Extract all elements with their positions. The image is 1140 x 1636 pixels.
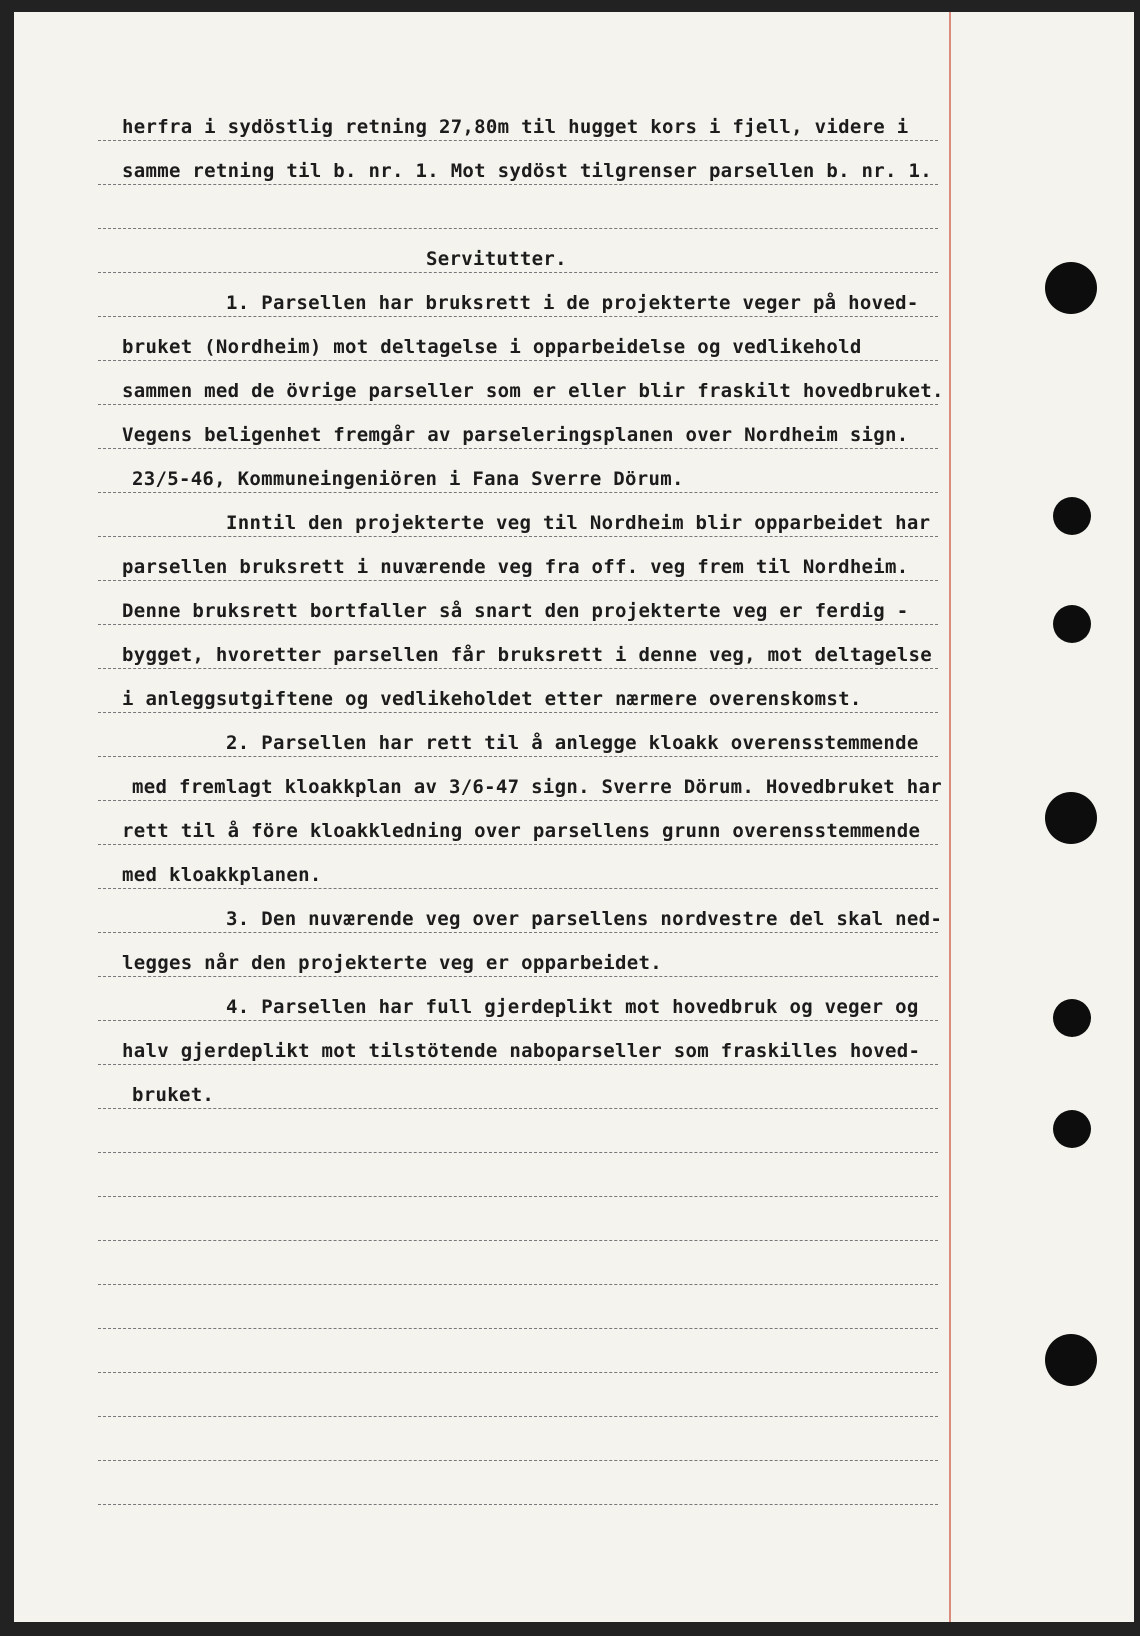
ruled-line xyxy=(98,360,938,361)
ruled-line xyxy=(98,1064,938,1065)
ruled-line xyxy=(98,756,938,757)
ruled-line xyxy=(98,1416,938,1417)
text-line: Denne bruksrett bortfaller så snart den projekterte veg er ferdig - xyxy=(122,600,909,622)
text-line: i anleggsutgiftene og vedlikeholdet etter nærmere overenskomst. xyxy=(122,688,862,710)
ruled-line xyxy=(98,492,938,493)
ruled-line xyxy=(98,448,938,449)
text-line: med kloakkplanen. xyxy=(122,864,322,886)
ruled-line xyxy=(98,844,938,845)
ruled-line xyxy=(98,404,938,405)
ruled-line xyxy=(98,712,938,713)
punch-hole xyxy=(1045,1334,1097,1386)
ruled-line xyxy=(98,184,938,185)
text-line: bruket (Nordheim) mot deltagelse i opparbeidelse og vedlikehold xyxy=(122,336,862,358)
ruled-line xyxy=(98,1372,938,1373)
ruled-line xyxy=(98,1504,938,1505)
text-line: 2. Parsellen har rett til å anlegge kloakk overensstemmende xyxy=(226,732,919,754)
ruled-line xyxy=(98,668,938,669)
ruled-line xyxy=(98,1240,938,1241)
text-line: 1. Parsellen har bruksrett i de projekterte veger på hoved- xyxy=(226,292,919,314)
ruled-line xyxy=(98,1196,938,1197)
ruled-line xyxy=(98,228,938,229)
text-line: bygget, hvoretter parsellen får bruksrett i denne veg, mot deltagelse xyxy=(122,644,932,666)
ruled-line xyxy=(98,580,938,581)
text-line: 23/5-46, Kommuneingeniören i Fana Sverre Dörum. xyxy=(132,468,684,490)
ruled-line xyxy=(98,624,938,625)
ruled-line xyxy=(98,536,938,537)
text-line: rett til å före kloakkledning over parsellens grunn overensstemmende xyxy=(122,820,921,842)
text-line: Inntil den projekterte veg til Nordheim blir opparbeidet har xyxy=(226,512,931,534)
text-line: legges når den projekterte veg er opparbeidet. xyxy=(122,952,662,974)
ruled-line xyxy=(98,1108,938,1109)
ruled-line xyxy=(98,1328,938,1329)
ruled-line xyxy=(98,140,938,141)
margin-line xyxy=(949,12,951,1622)
ruled-line xyxy=(98,272,938,273)
punch-hole xyxy=(1053,605,1091,643)
ruled-line xyxy=(98,1284,938,1285)
ruled-line xyxy=(98,316,938,317)
punch-hole xyxy=(1053,1110,1091,1148)
ruled-line xyxy=(98,976,938,977)
ruled-line xyxy=(98,800,938,801)
text-line: samme retning til b. nr. 1. Mot sydöst tilgrenser parsellen b. nr. 1. xyxy=(122,160,932,182)
text-line: 3. Den nuværende veg over parsellens nordvestre del skal ned- xyxy=(226,908,943,930)
document-page xyxy=(14,12,1134,1622)
ruled-line xyxy=(98,1152,938,1153)
text-line: halv gjerdeplikt mot tilstötende naboparseller som fraskilles hoved- xyxy=(122,1040,921,1062)
ruled-line xyxy=(98,1020,938,1021)
text-line: bruket. xyxy=(132,1084,215,1106)
text-line: med fremlagt kloakkplan av 3/6-47 sign. Sverre Dörum. Hovedbruket har xyxy=(132,776,942,798)
text-line: Vegens beligenhet fremgår av parseleringsplanen over Nordheim sign. xyxy=(122,424,909,446)
text-line: parsellen bruksrett i nuværende veg fra off. veg frem til Nordheim. xyxy=(122,556,909,578)
ruled-line xyxy=(98,1460,938,1461)
text-line: 4. Parsellen har full gjerdeplikt mot hovedbruk og veger og xyxy=(226,996,919,1018)
ruled-line xyxy=(98,932,938,933)
punch-hole xyxy=(1053,497,1091,535)
punch-hole xyxy=(1053,999,1091,1037)
punch-hole xyxy=(1045,262,1097,314)
text-line: herfra i sydöstlig retning 27,80m til hugget kors i fjell, videre i xyxy=(122,116,909,138)
section-heading: Servitutter. xyxy=(426,248,567,270)
ruled-line xyxy=(98,888,938,889)
text-line: sammen med de övrige parseller som er eller blir fraskilt hovedbruket. xyxy=(122,380,944,402)
punch-hole xyxy=(1045,792,1097,844)
